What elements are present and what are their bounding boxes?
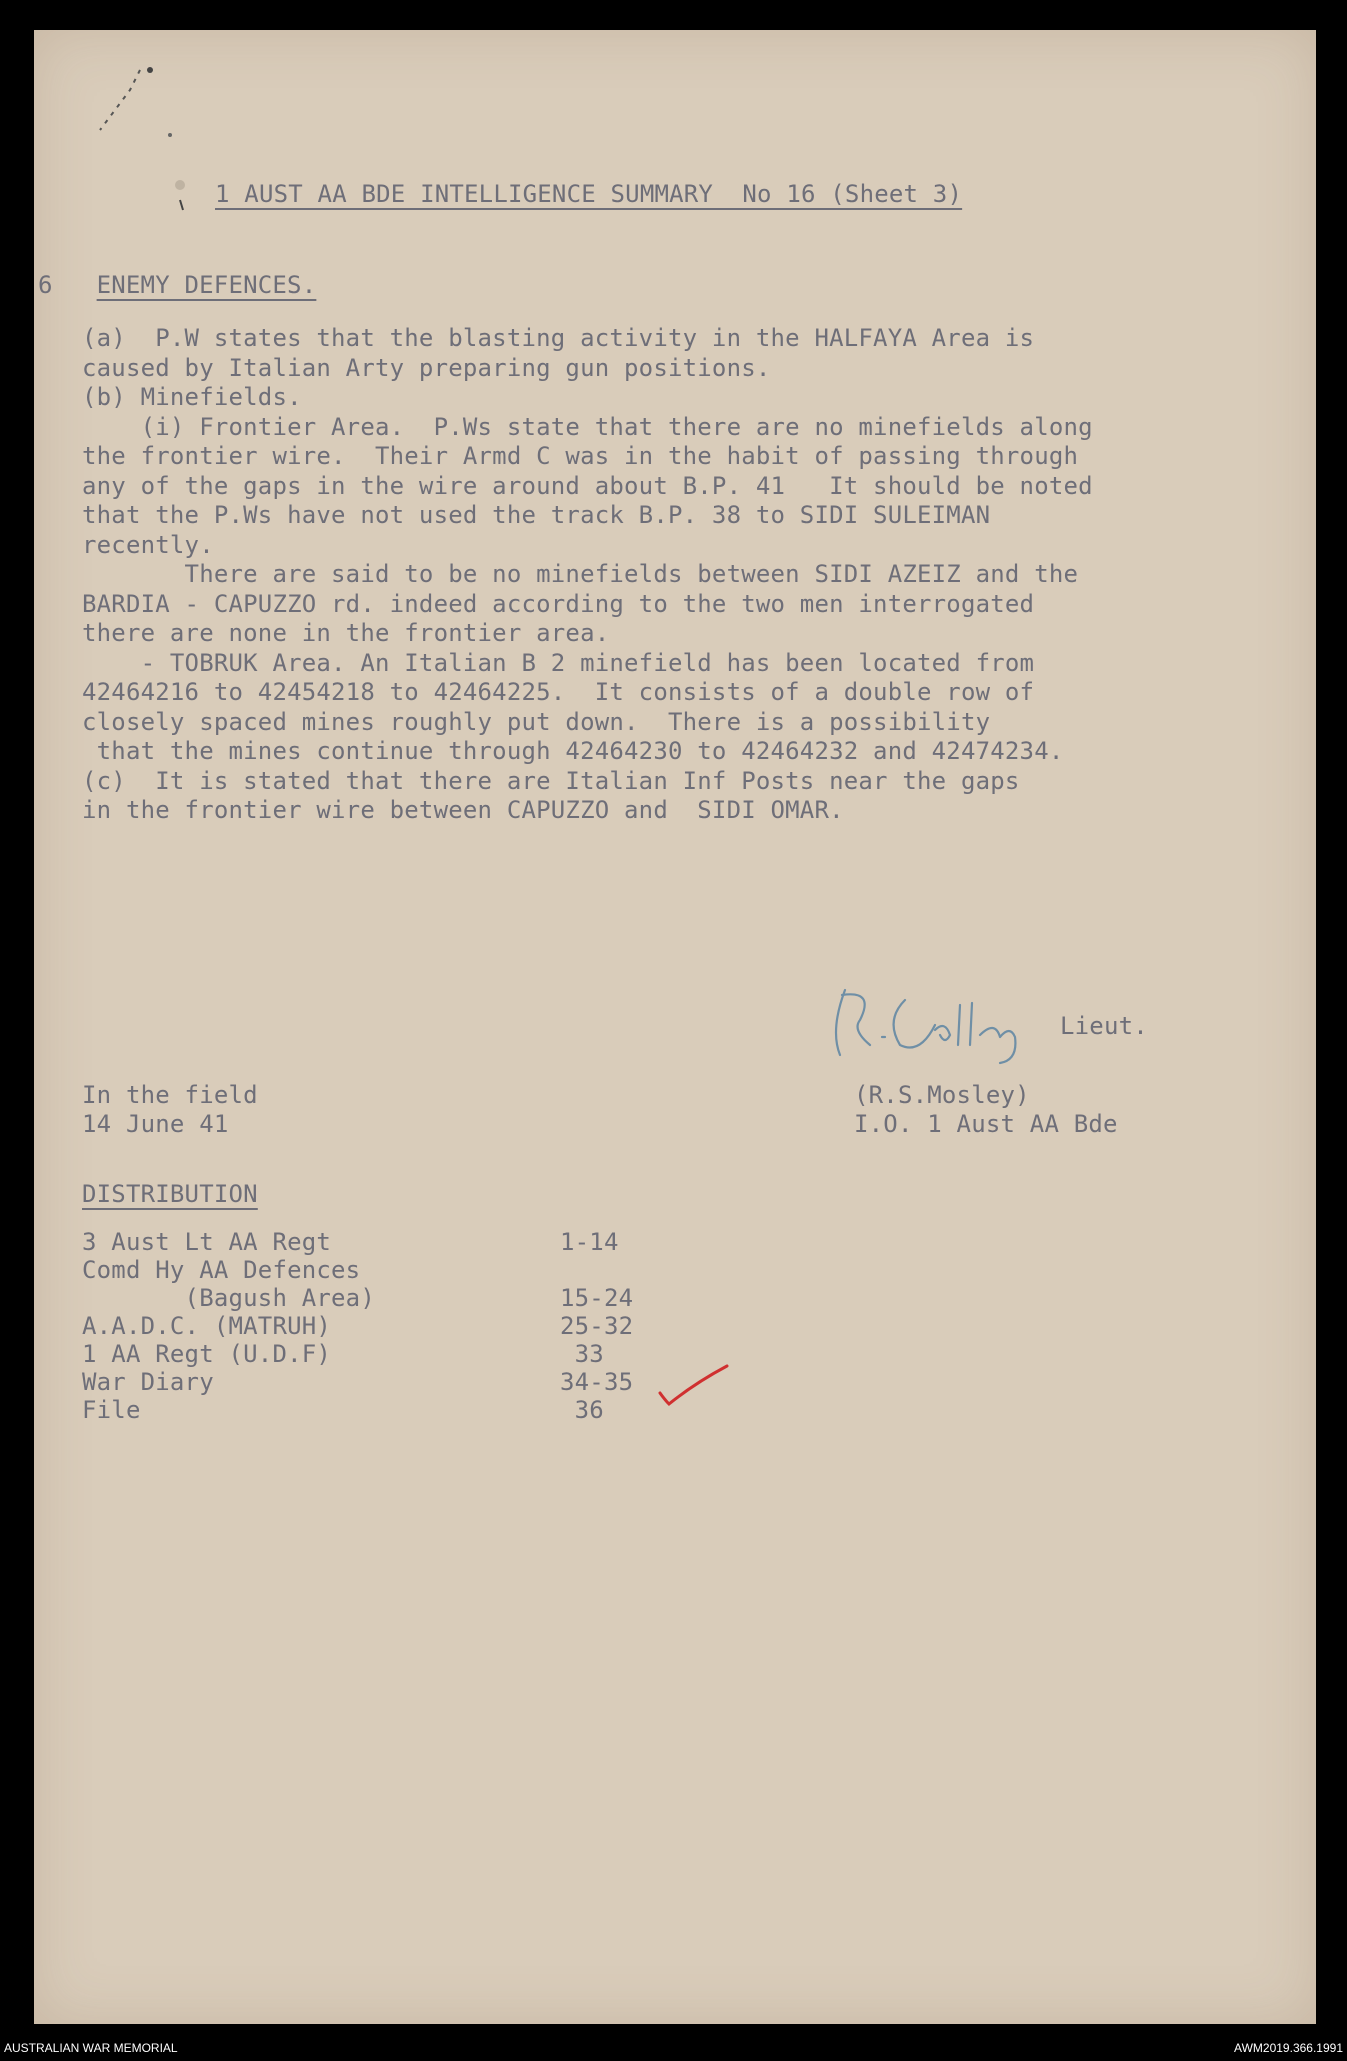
distribution-copy-numbers: 1-14 15-24 25-32 33 34-35 36 [560, 1228, 634, 1424]
handwritten-signature [800, 975, 1060, 1065]
paper-damage-marks [60, 50, 210, 220]
rank-label: Lieut. [1060, 1012, 1148, 1040]
distribution-list: 3 Aust Lt AA Regt Comd Hy AA Defences (Bagush Area) A.A.D.C. (MATRUH) 1 AA Regt (U.D.F) War Diary File [82, 1228, 375, 1424]
document-title: 1 AUST AA BDE INTELLIGENCE SUMMARY No 16 (Sheet 3) [215, 180, 963, 208]
section-heading [38, 271, 316, 300]
section-heading-text: ENEMY DEFENCES. [96, 271, 317, 299]
body-text: (a) P.W states that the blasting activity in the HALFAYA Area is caused by Italian Arty preparing gun positions. (b) Minefields. (i) Frontier Area. P.Ws state that there are no minefields along the frontier wire. Their Armd C was in the habit of passing through any of the gaps in the wire around about B.P. 41 It should be noted that the P.Ws have not used the track B.P. 38 to SIDI SULEIMAN recently. There are said to be no minefields between SIDI AZEIZ and the BARDIA - CAPUZZO rd. indeed according to the two men interrogated there are none in the frontier area. - TOBRUK Area. An Italian B 2 minefield has been located from 42464216 to 42454218 to 42464225. It consists of a double row of closely spaced mines roughly put down. There is a possibility that the mines continue through 42464230 to 42464232 and 42474234. (c) It is stated that there are Italian Inf Posts near the gaps in the frontier wire between CAPUZZO and SIDI OMAR. [82, 324, 1093, 824]
footer-institution: AUSTRALIAN WAR MEMORIAL [4, 2041, 178, 2055]
signature-block: (R.S.Mosley) I.O. 1 Aust AA Bde [854, 1081, 1118, 1138]
place-and-date: In the field 14 June 41 [82, 1081, 258, 1138]
section-number: 6 [38, 271, 53, 299]
footer-catalog-number: AWM2019.366.1991 [1234, 2041, 1343, 2055]
distribution-heading: DISTRIBUTION [82, 1180, 258, 1208]
check-mark-icon [655, 1358, 735, 1408]
